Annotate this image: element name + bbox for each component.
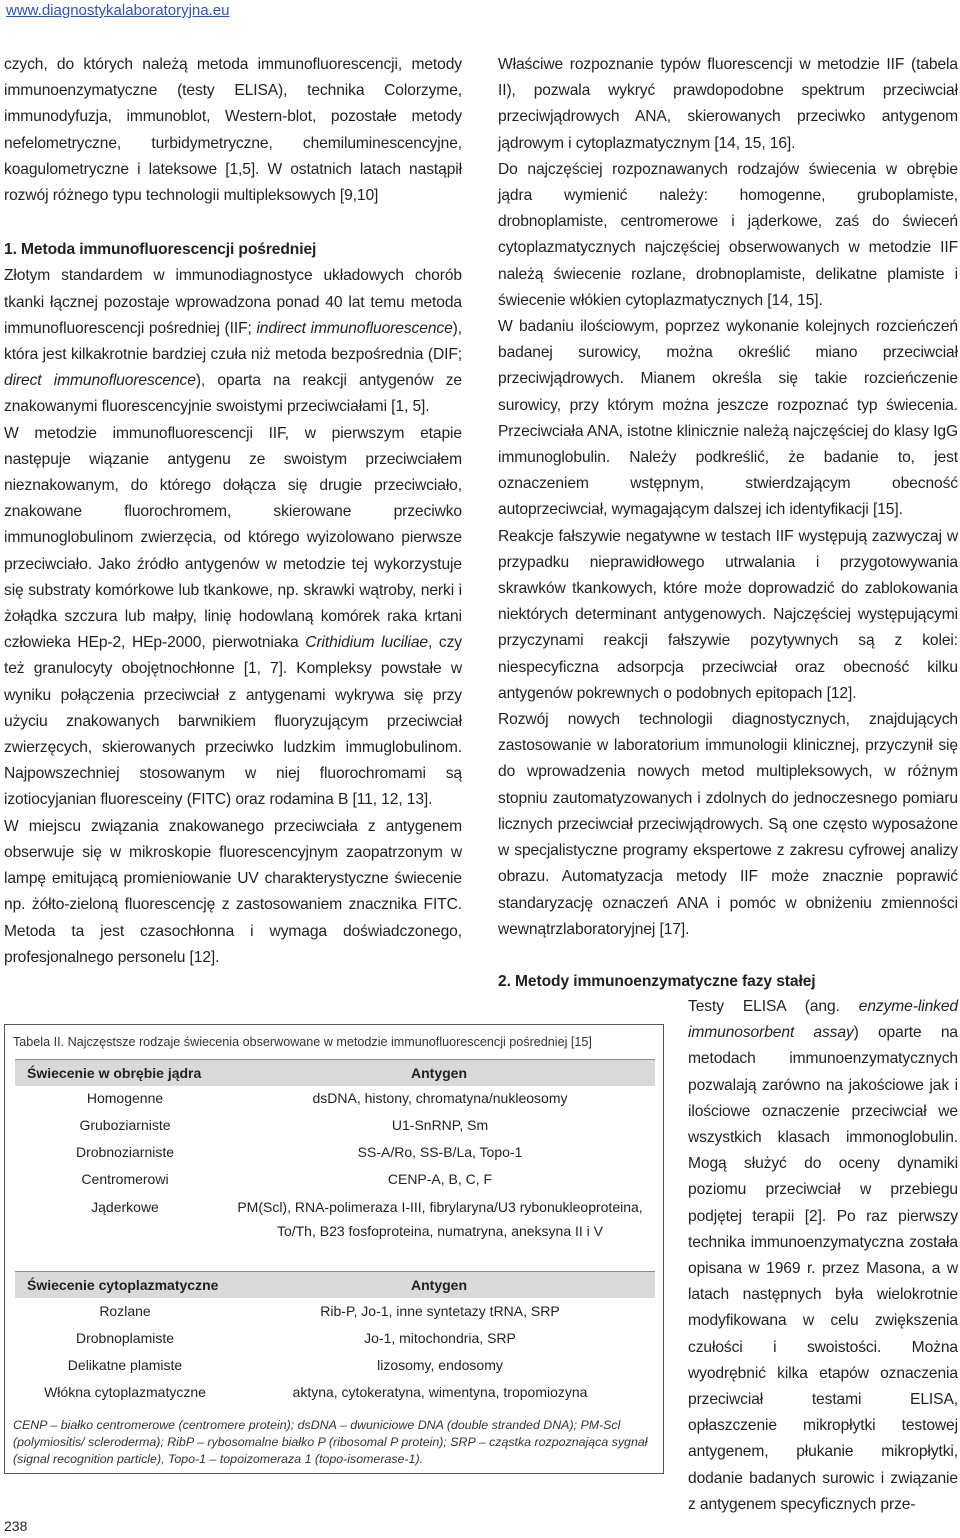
right-paragraph-1: Właściwe rozpoznanie typów fluorescencji w metodzie IIF (tabela II), pozwala wykryć prawdopodobne spektrum przeciwciał przeciwjądrowych ANA, skierowanych przeciwko antygenom jądrowym i cytoplazmatycznym [14, 15, 16]. xyxy=(498,56,958,152)
table-cell: PM(Scl), RNA-polimeraza I-III, fibrylaryna/U3 rybonukleoproteina, xyxy=(237,1199,643,1215)
table-cell: Centromerowi xyxy=(81,1171,169,1187)
table-cell: dsDNA, histony, chromatyna/nukleosomy xyxy=(312,1090,568,1106)
table-cell: Jo-1, mitochondria, SRP xyxy=(364,1330,516,1346)
right-paragraph-4: Reakcje fałszywie negatywne w testach IIF występują zazwyczaj w przypadku nieprawidłowego utrwalania i przygotowywania skrawków tkankowych, które może doprowadzić do zablokowania niektórych determinant antygenowych. Najczęściej występującymi przyczynami reakcji fałszywie pozytywnych są z kolei: niespecyficzna adsorpcja przeciwciał oraz obecność kilku antygenów pokrewnych o podobnych epitopach [12]. xyxy=(498,527,958,702)
page-number: 238 xyxy=(4,1518,28,1534)
text-run: , czy też granulocyty obojętnochłonne [1, 7]. Kompleksy powstałe w wyniku połączenia przeciwciał z antygenami wykrywa się przy użyciu znakowanych barwnikiem fluoryzującym przeciwciał zwierzęcych, skierowanych przeciwko ludzkim immuglobulinom. Najpowszechniej stosowanym w niej fluorochromami są izotiocyjanian fluoresceiny (FITC) oraz rodamina B [11, 12, 13]. xyxy=(4,634,463,809)
table-cell: CENP-A, B, C, F xyxy=(387,1171,493,1187)
right-paragraph-5: Rozwój nowych technologii diagnostycznych, znajdujących zastosowanie w laboratorium immunologii klinicznej, przyczynił się do wprowadzenia nowych metod multipleksowych, w różnym stopniu zautomatyzowanych i zdolnych do jednoczesnego pomiaru licznych przeciwciał przeciwjądrowych. Są one często wyposażone w specjalistyczne programy ekspertowe z zakresu cyfrowej analizy obrazu. Automatyzacja metody IIF może znacznie poprawić standaryzację oznaczeń ANA i pomóc w obniżeniu zmienności wewnątrzlaboratoryjnej [17]. xyxy=(498,711,958,938)
section-heading-2: 2. Metody immunoenzymatyczne fazy stałej xyxy=(498,972,816,990)
left-paragraph-3 xyxy=(4,421,462,814)
left-paragraph-1: czych, do których należą metoda immunofluorescencji, metody immunoenzymatyczne (testy ELISA), technika Colorzyme, immunodyfuzja, immunoblot, Western-blot, pozostałe metody nefelometryczne, turbidymetryczne, chemiluminescencyjne, koagulometryczne i lateksowe [1,5]. W ostatnich latach nastąpił rozwój różnego typu technologii multipleksowych [9,10] xyxy=(4,56,462,205)
italic-term: enzyme-linked immunosorbent assay xyxy=(688,998,958,1042)
table-cell: Drobnoplamiste xyxy=(75,1330,175,1346)
table-cell: Jąderkowe xyxy=(91,1199,159,1215)
table-header-cytoplasmic xyxy=(15,1271,655,1298)
left-paragraph-4: W miejscu związania znakowanego przeciwciała z antygenem obserwuje się w mikroskopie fluorescencyjnym zaopatrzonym w lampę emitującą promieniowanie UV charakterystyczne świecenie np. żółto-zieloną fluorescencję z zastosowaniem znacznika FITC. Metoda ta jest czasochłonna i wymaga doświadczonego, profesjonalnego personelu [12]. xyxy=(4,817,462,966)
column-header: Świecenie w obrębie jądra xyxy=(27,1065,202,1081)
table-footnote: CENP – białko centromerowe (centromere protein); dsDNA – dwuniciowe DNA (double stranded DNA); PM-Scl (polymiositis/ scleroderma); RibP – rybosomalne białko P (ribosomal P protein); SRP – cząstka rozpoznająca sygnał (signal recognition particle), Topo-1 – topoizomeraza 1 (topo-isomerase-1). xyxy=(13,1418,648,1466)
table-cell: SS-A/Ro, SS-B/La, Topo-1 xyxy=(357,1144,523,1160)
table-cell: Rib-P, Jo-1, inne syntetazy tRNA, SRP xyxy=(320,1303,560,1319)
left-column xyxy=(4,52,462,971)
text-run: ), która jest kilkakrotnie bardziej czuła niż metoda bezpośrednia (DIF; xyxy=(4,319,462,364)
table-cell: Włókna cytoplazmatyczne xyxy=(44,1384,206,1400)
text-run: W metodzie immunofluorescencji IIF, w pierwszym etapie następuje wiązanie antygenu ze swoistym przeciwciałem nieznakowanym, do którego dołącza się drugie przeciwciało, znakowane fluorochromem, skierowane przeciwko immunoglobulinom zwierzęcia, od którego wyizolowano pierwsze przeciwciało. Jako źródło antygenów w metodzie tej wykorzystuje się substraty komórkowe lub tkankowe, np. skrawki wątroby, nerki i żołądka szczura lub małpy, linię hodowlaną komórek raka krtani człowieka HEp-2, HEp-2000, pierwotniaka xyxy=(4,424,462,652)
table-2 xyxy=(4,1024,664,1474)
italic-term: Crithidium luciliae xyxy=(305,634,429,652)
right-paragraph-2: Do najczęściej rozpoznawanych rodzajów świecenia w obrębie jądra wymienić należy: homogenne, gruboplamiste, drobnoplamiste, centromerowe i jąderkowe, zaś do świeceń cytoplazmatycznych najczęściej obserwowanych w metodzie IIF należą świecenie rozlane, drobnoplamiste, delikatne plamiste i świecenie włókien cytoplazmatycznych [14, 15]. xyxy=(498,160,958,309)
left-paragraph-2 xyxy=(4,263,462,420)
text-run: ) oparte na metodach immunoenzymatycznych pozwalają zarówno na jakościowe jak i ilościowe oznaczenie przeciwciał we wszystkich klasach immonoglobulin. Mogą służyć do oceny dynamiki poziomu przeciwciał w przebiegu podjętej terapii [2]. Po raz pierwszy technika immunoenzymatyczna została opisana w 1969 r. przez Masona, a w latach następnych była wielokrotnie modyfikowana w celu zwiększenia czułości i swoistości. Można wyodrębnić kilka etapów oznaczenia przeciwciał testami ELISA, opłaszczenie mikropłytki testowej antygenem, płukanie mikropłytki, dodanie badanych surowic i związanie z antygenem specyficznych prze- xyxy=(688,1024,958,1513)
column-header: Antygen xyxy=(411,1065,467,1081)
table-cell: lizosomy, endosomy xyxy=(377,1357,503,1373)
text-run: ), oparta na reakcji antygenów ze znakowanymi fluorescencyjnie swoistymi przeciwciałami [1, 5]. xyxy=(4,372,463,416)
table-cell: Gruboziarniste xyxy=(79,1117,171,1133)
text-run: Testy ELISA (ang. xyxy=(688,998,859,1015)
table-cell: U1-SnRNP, Sm xyxy=(391,1117,489,1133)
right-paragraph-6 xyxy=(688,994,958,1518)
table-cell: Delikatne plamiste xyxy=(67,1357,183,1373)
table-cell: aktyna, cytokeratyna, wimentyna, tropomiozyna xyxy=(292,1384,588,1400)
table-cell: Homogenne xyxy=(86,1090,164,1106)
text-run: Złotym standardem w immunodiagnostyce układowych chorób tkanki łącznej pozostaje wprowadzona ponad 40 lat temu metoda immunofluorescencji pośredniej (IIF; xyxy=(4,267,462,337)
table-header-nuclear xyxy=(15,1059,655,1086)
column-header: Świecenie cytoplazmatyczne xyxy=(27,1277,219,1293)
right-paragraph-3: W badaniu ilościowym, poprzez wykonanie kolejnych rozcieńczeń badanej surowicy, można określić miano przeciwciał przeciwjądrowych. Mianem określa się takie rozcieńczenie surowicy, przy którym można jeszcze rozpoznać typ świecenia. Przeciwciała ANA, istotne klinicznie należą najczęściej do klasy IgG immunoglobulin. Należy podkreślić, że badanie to, jest oznaczeniem wstępnym, stwierdzającym obecność autoprzeciwciał, wymagającym dalszej ich identyfikacji [15]. xyxy=(498,318,958,519)
right-column xyxy=(498,52,958,995)
italic-term: indirect immunofluorescence xyxy=(256,319,453,337)
section-heading-1: 1. Metoda immunofluorescencji pośredniej xyxy=(4,241,317,259)
header-url[interactable]: www.diagnostykalaboratoryjna.eu xyxy=(6,2,230,19)
table-cell: To/Th, B23 fosfoproteina, numatryna, aneksyna II i V xyxy=(276,1223,604,1239)
table-caption: Tabela II. Najczęstsze rodzaje świecenia obserwowane w metodzie immunofluorescencji pośredniej [15] xyxy=(13,1035,592,1049)
column-header: Antygen xyxy=(411,1277,467,1293)
table-cell: Drobnoziarniste xyxy=(75,1144,175,1160)
table-cell: Rozlane xyxy=(99,1303,151,1319)
italic-term: direct immunofluorescence xyxy=(4,372,196,390)
